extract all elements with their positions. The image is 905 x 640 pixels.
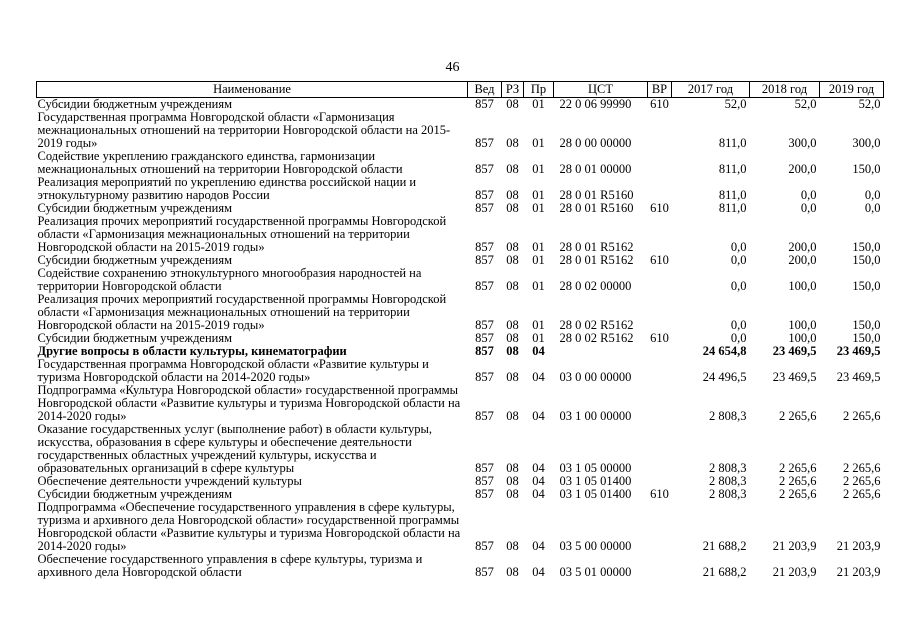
table-row xyxy=(37,358,884,384)
cell-name: Реализация мероприятий по укреплению единства российской нации и этнокультурному развитию народов России xyxy=(37,176,417,202)
cell-2019: 2 265,6 xyxy=(843,461,881,475)
cell-cst: 28 0 01 R5162 xyxy=(559,240,634,254)
table-row xyxy=(37,254,884,267)
cell-pr: 01 xyxy=(532,240,545,254)
cell-name: Подпрограмма «Культура Новгородской области» государственной программы Новгородской области «Развитие культуры и туризма Новгородской области на 2014-2020 годы» xyxy=(37,384,461,423)
cell-pr: 04 xyxy=(532,565,545,579)
cell-vr xyxy=(648,423,672,475)
header-2018: 2018 год xyxy=(750,82,820,98)
cell-ved: 857 xyxy=(475,409,494,423)
cell-2019: 150,0 xyxy=(852,318,881,332)
cell-2018: 2 265,6 xyxy=(779,488,817,501)
header-ved: Вед xyxy=(468,82,502,98)
cell-2019: 2 265,6 xyxy=(843,475,881,488)
cell-2019: 150,0 xyxy=(852,254,881,267)
cell-name: Субсидии бюджетным учреждениям xyxy=(37,97,233,111)
cell-rz: 08 xyxy=(506,488,519,501)
cell-pr: 01 xyxy=(532,318,545,332)
cell-ved: 857 xyxy=(475,332,494,345)
table-body xyxy=(37,98,884,580)
cell-cst: 03 0 00 00000 xyxy=(559,370,632,384)
cell-2018: 21 203,9 xyxy=(772,565,817,579)
cell-pr: 01 xyxy=(532,162,545,176)
cell-2017: 811,0 xyxy=(718,202,747,215)
cell-2018: 0,0 xyxy=(800,202,817,215)
cell-2017: 811,0 xyxy=(718,162,747,176)
header-vr: ВР xyxy=(648,82,672,98)
cell-rz: 08 xyxy=(506,345,519,358)
table-row xyxy=(37,98,884,112)
cell-2019: 150,0 xyxy=(852,279,881,293)
table-row xyxy=(37,553,884,579)
cell-pr: 01 xyxy=(532,188,545,202)
cell-name: Другие вопросы в области культуры, кинематографии xyxy=(37,345,347,358)
cell-ved: 857 xyxy=(475,539,494,553)
cell-pr: 01 xyxy=(532,202,545,215)
cell-name: Государственная программа Новгородской области «Гармонизация межнациональных отношений на территории Новгородской области на 2015-2019 годы» xyxy=(37,111,451,150)
cell-cst: 28 0 01 R5162 xyxy=(559,254,634,267)
cell-cst: 28 0 00 00000 xyxy=(559,136,632,150)
cell-2017: 21 688,2 xyxy=(702,565,747,579)
cell-cst: 03 1 05 01400 xyxy=(559,488,632,501)
table-row xyxy=(37,384,884,423)
cell-2017: 0,0 xyxy=(730,240,747,254)
cell-name: Государственная программа Новгородской области «Развитие культуры и туризма Новгородской области на 2014-2020 годы» xyxy=(37,358,429,384)
cell-rz: 08 xyxy=(506,409,519,423)
cell-rz: 08 xyxy=(506,162,519,176)
cell-2019: 0,0 xyxy=(864,202,881,215)
cell-vr xyxy=(648,345,672,358)
cell-name: Оказание государственных услуг (выполнение работ) в области культуры, искусства, образования в сфере культуры и обеспечение деятельности государственных областных учреждений культуры, искусства и образовательных организаций в сфере культуры xyxy=(37,423,433,475)
cell-2018: 2 265,6 xyxy=(779,461,817,475)
cell-ved: 857 xyxy=(475,188,494,202)
cell-2018: 2 265,6 xyxy=(779,475,817,488)
cell-name: Подпрограмма «Обеспечение государственного управления в сфере культуры, туризма и архивного дела Новгородской области» государственной программы Новгородской области «Развитие культуры и туризма Новгородской области на 2014-2020 годы» xyxy=(37,501,461,553)
cell-ved: 857 xyxy=(475,318,494,332)
cell-ved: 857 xyxy=(475,254,494,267)
table-row xyxy=(37,150,884,176)
header-2017: 2017 год xyxy=(672,82,750,98)
cell-2018: 100,0 xyxy=(788,279,817,293)
cell-2018: 200,0 xyxy=(788,162,817,176)
table-row xyxy=(37,332,884,345)
cell-2017: 2 808,3 xyxy=(709,461,747,475)
cell-cst: 22 0 06 99990 xyxy=(559,97,632,111)
cell-pr: 04 xyxy=(532,370,545,384)
cell-2017: 24 496,5 xyxy=(702,370,747,384)
header-rz: РЗ xyxy=(502,82,524,98)
header-2019: 2019 год xyxy=(820,82,884,98)
cell-2017: 52,0 xyxy=(724,97,747,111)
page-number: 46 xyxy=(445,60,460,75)
table-row xyxy=(37,202,884,215)
cell-name: Субсидии бюджетным учреждениям xyxy=(37,202,233,215)
cell-2017: 811,0 xyxy=(718,136,747,150)
cell-name: Субсидии бюджетным учреждениям xyxy=(37,332,233,345)
cell-rz: 08 xyxy=(506,332,519,345)
cell-cst: 28 0 01 R5160 xyxy=(559,188,634,202)
cell-vr: 610 xyxy=(650,254,669,267)
cell-name: Содействие укреплению гражданского единства, гармонизации межнациональных отношений на территории Новгородской области xyxy=(37,150,403,176)
cell-ved: 857 xyxy=(475,136,494,150)
cell-vr xyxy=(648,111,672,150)
cell-2019: 0,0 xyxy=(864,188,881,202)
cell-name: Содействие сохранению этнокультурного многообразия народностей на территории Новгородской области xyxy=(37,267,422,293)
cell-cst: 28 0 01 00000 xyxy=(559,162,632,176)
cell-vr xyxy=(648,384,672,423)
table-row xyxy=(37,345,884,358)
cell-pr: 01 xyxy=(532,332,545,345)
table-row xyxy=(37,423,884,475)
cell-2019: 2 265,6 xyxy=(843,409,881,423)
table-row xyxy=(37,176,884,202)
cell-pr: 04 xyxy=(532,345,545,358)
cell-2018: 0,0 xyxy=(800,188,817,202)
cell-vr xyxy=(648,176,672,202)
cell-2017: 24 654,8 xyxy=(702,345,747,358)
cell-2017: 811,0 xyxy=(718,188,747,202)
cell-rz: 08 xyxy=(506,136,519,150)
cell-rz: 08 xyxy=(506,475,519,488)
cell-2018: 23 469,5 xyxy=(772,370,817,384)
cell-vr xyxy=(648,267,672,293)
header-pr: Пр xyxy=(524,82,554,98)
cell-2018: 200,0 xyxy=(788,240,817,254)
cell-vr xyxy=(648,553,672,579)
cell-pr: 01 xyxy=(532,97,545,111)
cell-vr xyxy=(648,475,672,488)
cell-ved: 857 xyxy=(475,565,494,579)
table-row xyxy=(37,293,884,332)
cell-pr: 04 xyxy=(532,475,545,488)
cell-cst: 28 0 01 R5160 xyxy=(559,202,634,215)
cell-name: Субсидии бюджетным учреждениям xyxy=(37,254,233,267)
cell-2019: 23 469,5 xyxy=(836,345,881,358)
cell-ved: 857 xyxy=(475,240,494,254)
cell-name: Субсидии бюджетным учреждениям xyxy=(37,488,233,501)
table-row xyxy=(37,111,884,150)
table-header-row xyxy=(37,82,884,98)
cell-vr: 610 xyxy=(650,488,669,501)
cell-cst: 03 1 05 01400 xyxy=(559,475,632,488)
cell-2017: 2 808,3 xyxy=(709,475,747,488)
table-row xyxy=(37,501,884,553)
cell-ved: 857 xyxy=(475,279,494,293)
cell-2017: 2 808,3 xyxy=(709,488,747,501)
cell-ved: 857 xyxy=(475,475,494,488)
cell-rz: 08 xyxy=(506,202,519,215)
cell-2018: 100,0 xyxy=(788,332,817,345)
cell-cst: 03 1 00 00000 xyxy=(559,409,632,423)
cell-2018: 100,0 xyxy=(788,318,817,332)
cell-2019: 52,0 xyxy=(858,97,881,111)
cell-name: Обеспечение государственного управления в сфере культуры, туризма и архивного дела Новгородской области xyxy=(37,553,423,579)
cell-cst: 28 0 02 00000 xyxy=(559,279,632,293)
cell-rz: 08 xyxy=(506,318,519,332)
cell-rz: 08 xyxy=(506,461,519,475)
cell-2017: 21 688,2 xyxy=(702,539,747,553)
header-name: Наименование xyxy=(37,82,468,98)
cell-cst: 28 0 02 R5162 xyxy=(559,318,634,332)
cell-2018: 21 203,9 xyxy=(772,539,817,553)
cell-pr: 04 xyxy=(532,409,545,423)
cell-rz: 08 xyxy=(506,565,519,579)
cell-ved: 857 xyxy=(475,370,494,384)
cell-2018: 300,0 xyxy=(788,136,817,150)
cell-vr xyxy=(648,150,672,176)
cell-cst: 03 1 05 00000 xyxy=(559,461,632,475)
cell-2018: 2 265,6 xyxy=(779,409,817,423)
cell-2019: 21 203,9 xyxy=(836,539,881,553)
cell-2019: 150,0 xyxy=(852,332,881,345)
cell-rz: 08 xyxy=(506,539,519,553)
cell-rz: 08 xyxy=(506,279,519,293)
cell-vr xyxy=(648,358,672,384)
cell-name: Реализация прочих мероприятий государственной программы Новгородской области «Гармонизация межнациональных отношений на территории Новгородской области на 2015-2019 годы» xyxy=(37,215,447,254)
cell-2019: 300,0 xyxy=(852,136,881,150)
cell-vr: 610 xyxy=(650,332,669,345)
cell-2017: 2 808,3 xyxy=(709,409,747,423)
cell-2017: 0,0 xyxy=(730,279,747,293)
cell-ved: 857 xyxy=(475,97,494,111)
table-row xyxy=(37,475,884,488)
table-row xyxy=(37,215,884,254)
cell-vr: 610 xyxy=(650,202,669,215)
cell-rz: 08 xyxy=(506,188,519,202)
cell-2019: 21 203,9 xyxy=(836,565,881,579)
cell-rz: 08 xyxy=(506,254,519,267)
table-row xyxy=(37,488,884,501)
cell-vr xyxy=(648,501,672,553)
cell-2017: 0,0 xyxy=(730,318,747,332)
cell-name: Обеспечение деятельности учреждений культуры xyxy=(37,475,302,488)
cell-2018: 23 469,5 xyxy=(772,345,817,358)
cell-cst: 03 5 00 00000 xyxy=(559,539,632,553)
cell-cst: 28 0 02 R5162 xyxy=(559,332,634,345)
cell-pr: 04 xyxy=(532,488,545,501)
cell-2019: 23 469,5 xyxy=(836,370,881,384)
cell-2018: 52,0 xyxy=(794,97,817,111)
cell-vr: 610 xyxy=(650,97,669,111)
cell-pr: 01 xyxy=(532,254,545,267)
cell-rz: 08 xyxy=(506,97,519,111)
cell-2017: 0,0 xyxy=(730,254,747,267)
cell-rz: 08 xyxy=(506,240,519,254)
budget-table xyxy=(36,81,884,579)
cell-vr xyxy=(648,215,672,254)
header-cst: ЦСТ xyxy=(554,82,648,98)
cell-pr: 01 xyxy=(532,279,545,293)
cell-vr xyxy=(648,293,672,332)
cell-ved: 857 xyxy=(475,488,494,501)
cell-name: Реализация прочих мероприятий государственной программы Новгородской области «Гармонизация межнациональных отношений на территории Новгородской области на 2015-2019 годы» xyxy=(37,293,447,332)
cell-pr: 04 xyxy=(532,461,545,475)
cell-ved: 857 xyxy=(475,162,494,176)
cell-ved: 857 xyxy=(475,345,494,358)
cell-2019: 150,0 xyxy=(852,162,881,176)
cell-2017: 0,0 xyxy=(730,332,747,345)
cell-ved: 857 xyxy=(475,461,494,475)
cell-2019: 2 265,6 xyxy=(843,488,881,501)
cell-pr: 01 xyxy=(532,136,545,150)
cell-2018: 200,0 xyxy=(788,254,817,267)
cell-cst xyxy=(554,345,648,358)
cell-ved: 857 xyxy=(475,202,494,215)
cell-pr: 04 xyxy=(532,539,545,553)
table-row xyxy=(37,267,884,293)
cell-2019: 150,0 xyxy=(852,240,881,254)
cell-cst: 03 5 01 00000 xyxy=(559,565,632,579)
cell-rz: 08 xyxy=(506,370,519,384)
